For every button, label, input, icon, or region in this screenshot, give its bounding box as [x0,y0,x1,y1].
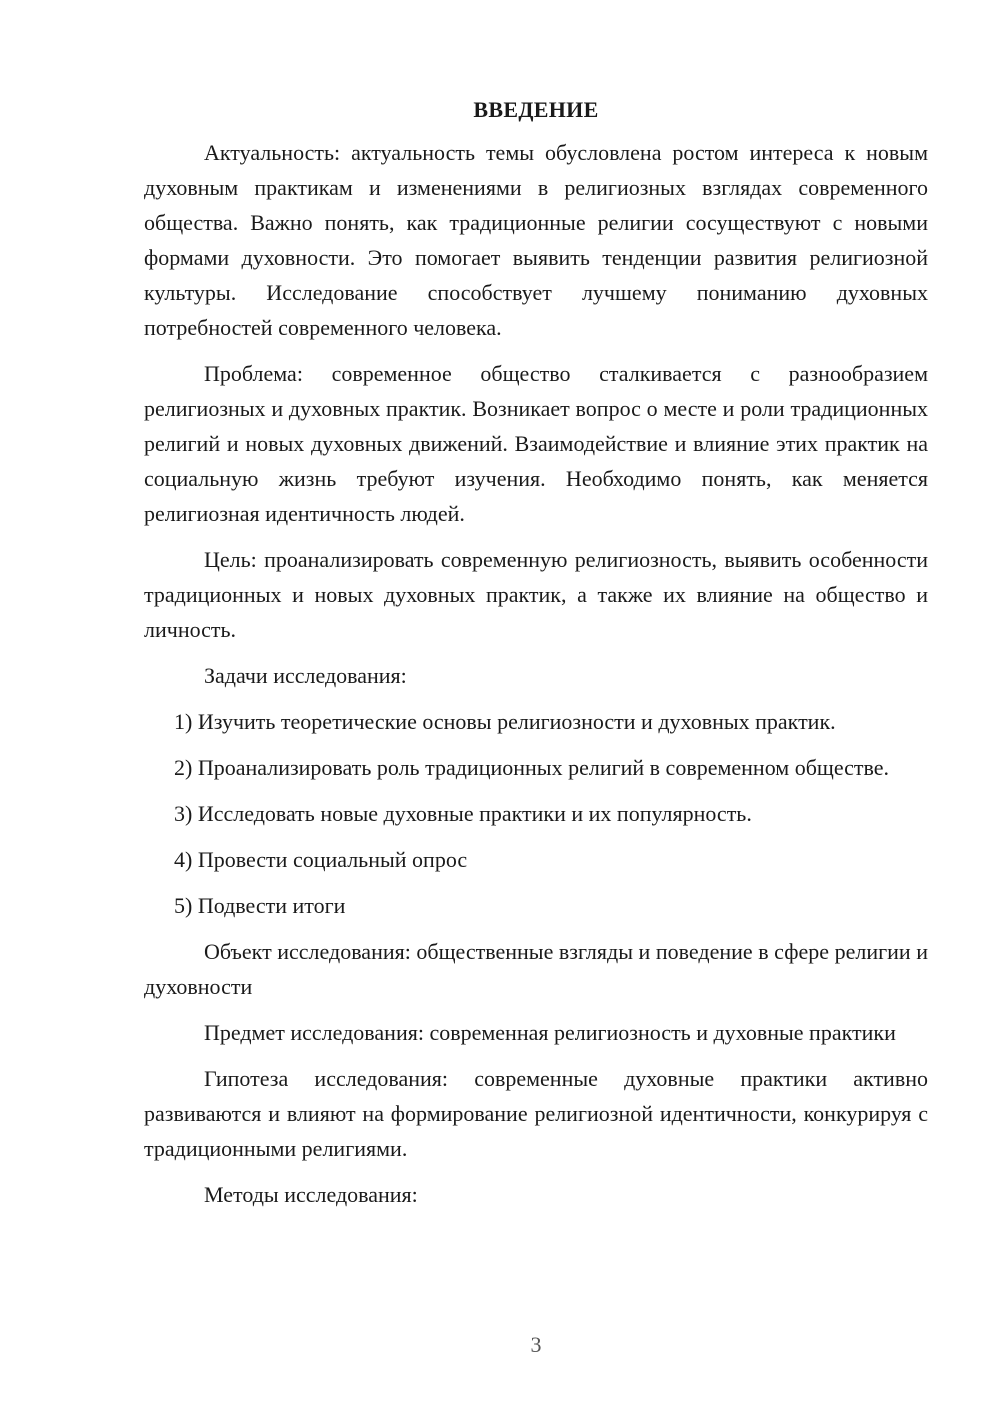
tasks-list [144,704,928,923]
object-paragraph: Объект исследования: общественные взгляды и поведение в сфере религии и духовности [144,939,928,999]
document-page [144,92,928,1223]
list-item: 3) Исследовать новые духовные практики и их популярность. [174,801,752,826]
list-item: 4) Провести социальный опрос [174,847,468,872]
list-item: 5) Подвести итоги [174,893,346,918]
tasks-title: Задачи исследования: [204,663,407,688]
relevance-paragraph: Актуальность: актуальность темы обусловлена ростом интереса к новым духовным практикам и изменениями в религиозных взглядах современного общества. Важно понять, как традиционные религии сосуществуют с новыми формами духовности. Это помогает выявить тенденции развития религиозной культуры. Исследование способствует лучшему пониманию духовных потребностей современного человека. [144,140,928,340]
problem-paragraph: Проблема: современное общество сталкивается с разнообразием религиозных и духовных практик. Возникает вопрос о месте и роли традиционных религий и новых духовных движений. Взаимодействие и влияние этих практик на социальную жизнь требуют изучения. Необходимо понять, как меняется религиозная идентичность людей. [144,361,928,526]
hypothesis-paragraph: Гипотеза исследования: современные духовные практики активно развиваются и влияют на формирование религиозной идентичности, конкурируя с традиционными религиями. [144,1066,928,1161]
list-item: 1) Изучить теоретические основы религиозности и духовных практик. [174,709,836,734]
page-title: ВВЕДЕНИЕ [473,97,599,122]
page-number: 3 [530,1332,542,1357]
methods-title: Методы исследования: [204,1182,418,1207]
list-item: 2) Проанализировать роль традиционных религий в современном обществе. [174,755,890,780]
goal-paragraph: Цель: проанализировать современную религиозность, выявить особенности традиционных и новых духовных практик, а также их влияние на общество и личность. [144,547,928,642]
subject-paragraph: Предмет исследования: современная религиозность и духовные практики [204,1020,896,1045]
